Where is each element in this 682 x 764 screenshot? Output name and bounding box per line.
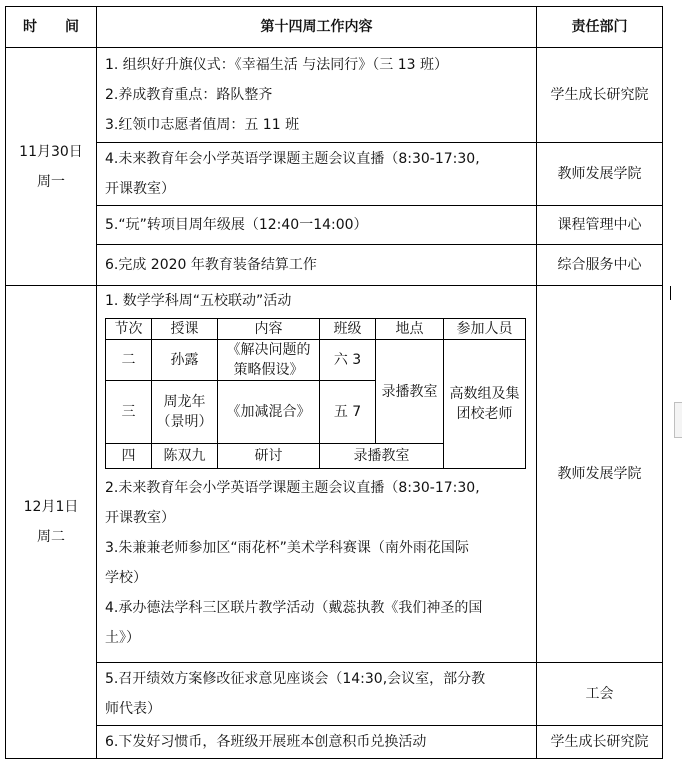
header-dept: 责任部门 — [537, 7, 663, 48]
dept-cell: 教师发展学院 — [537, 143, 663, 206]
inner-header: 班级 — [320, 319, 376, 340]
content-line: 4.承办德法学科三区联片教学活动（戴蕊执教《我们神圣的国 — [105, 600, 483, 616]
table-row — [6, 48, 663, 143]
inner-header-row — [106, 319, 526, 340]
day2-weekday: 周二 — [37, 529, 65, 545]
table-row — [6, 206, 663, 245]
math-week-schedule-table — [105, 318, 526, 469]
topic-cell: 《解决问题的策略假设》 — [218, 340, 320, 381]
inner-header: 内容 — [218, 319, 320, 340]
day2-item1-content — [97, 286, 537, 663]
day1-date: 11月30日 — [19, 143, 83, 160]
teacher-cell: 陈双九 — [152, 444, 218, 469]
content-line: 开课教室） — [105, 510, 175, 526]
text-cursor — [670, 286, 671, 300]
weekly-schedule-table — [5, 6, 663, 759]
day1-item2-content — [97, 143, 537, 206]
day1-item4-content — [97, 245, 537, 286]
day2-time-cell — [6, 286, 97, 759]
content-line: 开课教室） — [105, 181, 175, 197]
inner-row — [106, 340, 526, 381]
dept-cell: 课程管理中心 — [537, 206, 663, 245]
teacher-cell: 周龙年（景明） — [152, 381, 218, 444]
location-cell: 录播教室 — [376, 340, 444, 444]
content-line: 3.朱兼兼老师参加区“雨花杯”美术学科赛课（南外雨花国际 — [105, 540, 469, 556]
scroll-handle[interactable] — [674, 402, 682, 438]
content-line: 5.“玩”转项目周年级展（12:40一14:00） — [105, 217, 368, 233]
day2-item5-content — [97, 663, 537, 726]
inner-header: 授课 — [152, 319, 218, 340]
content-line: 4.未来教育年会小学英语学课题主题会议直播（8:30-17:30, — [105, 151, 480, 167]
content-line: 1. 组织好升旗仪式：《幸福生活 与法同行》（三 13 班） — [105, 57, 448, 73]
content-line: 6.完成 2020 年教育装备结算工作 — [105, 257, 317, 273]
day1-weekday: 周一 — [37, 173, 65, 190]
day1-item1-content — [97, 48, 537, 143]
teacher-cell: 孙露 — [152, 340, 218, 381]
inner-header: 参加人员 — [444, 319, 526, 340]
content-line: 师代表） — [105, 701, 161, 717]
content-line: 5.召开绩效方案修改征求意见座谈会（14:30,会议室，部分教 — [105, 671, 486, 687]
header-content: 第十四周工作内容 — [97, 7, 537, 48]
content-line: 2.未来教育年会小学英语学课题主题会议直播（8:30-17:30, — [105, 480, 480, 496]
content-line: 6.下发好习惯币，各班级开展班本创意积币兑换活动 — [105, 734, 427, 750]
dept-cell: 工会 — [537, 663, 663, 726]
table-row — [6, 726, 663, 759]
location-cell: 录播教室 — [320, 444, 444, 469]
inner-header: 地点 — [376, 319, 444, 340]
content-line: 1. 数学学科周“五校联动”活动 — [105, 293, 292, 309]
day1-item3-content — [97, 206, 537, 245]
period-cell: 二 — [106, 340, 152, 381]
inner-header: 节次 — [106, 319, 152, 340]
content-line: 学校） — [105, 570, 147, 586]
content-line: 2.养成教育重点：路队整齐 — [105, 87, 273, 103]
dept-cell: 学生成长研究院 — [537, 48, 663, 143]
participants-cell: 高数组及集团校老师 — [444, 340, 526, 469]
table-row — [6, 286, 663, 663]
dept-cell: 学生成长研究院 — [537, 726, 663, 759]
table-header-row — [6, 7, 663, 48]
content-line: 土》） — [105, 630, 140, 646]
day2-item6-content — [97, 726, 537, 759]
topic-cell: 《加减混合》 — [218, 381, 320, 444]
table-row — [6, 143, 663, 206]
dept-cell: 教师发展学院 — [537, 286, 663, 663]
period-cell: 三 — [106, 381, 152, 444]
dept-cell: 综合服务中心 — [537, 245, 663, 286]
table-row — [6, 663, 663, 726]
day2-date: 12月1日 — [23, 499, 79, 515]
header-time: 时 间 — [6, 7, 97, 48]
class-cell: 六 3 — [320, 340, 376, 381]
period-cell: 四 — [106, 444, 152, 469]
table-row — [6, 245, 663, 286]
topic-cell: 研讨 — [218, 444, 320, 469]
class-cell: 五 7 — [320, 381, 376, 444]
day1-time-cell — [6, 48, 97, 286]
content-line: 3.红领巾志愿者值周：五 11 班 — [105, 117, 300, 133]
